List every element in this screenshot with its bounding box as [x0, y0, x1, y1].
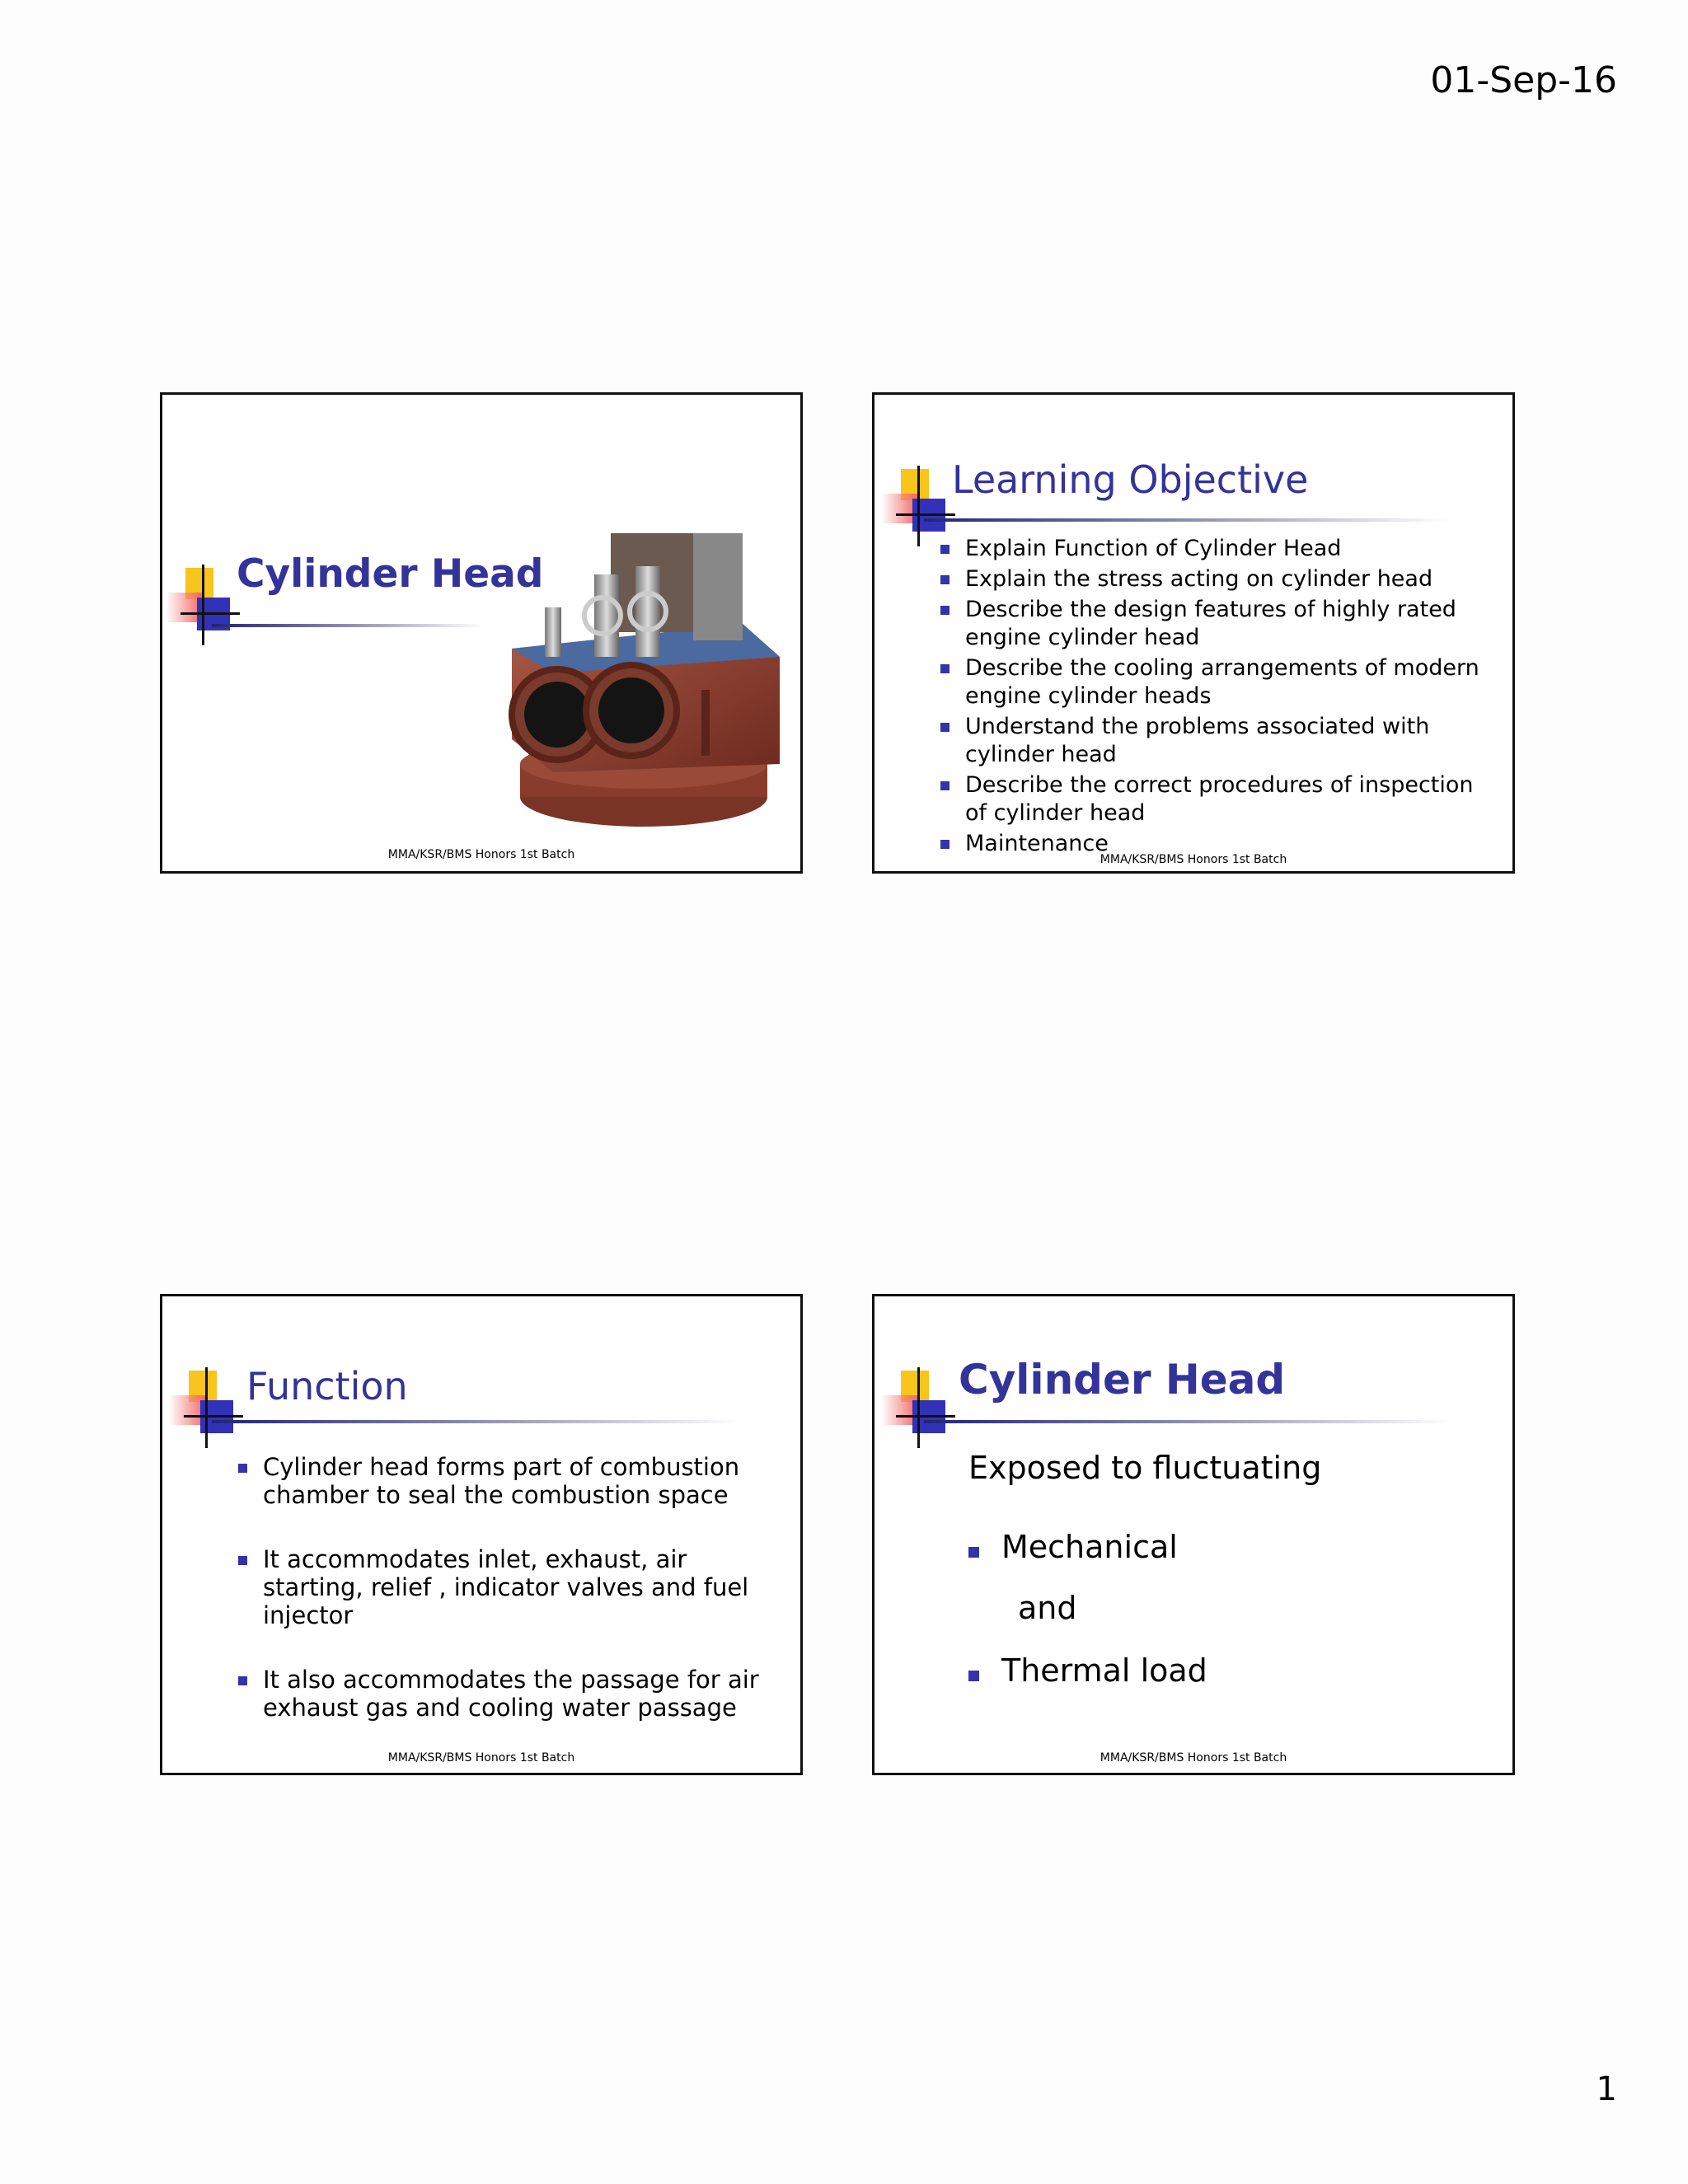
- list-item: Cylinder head forms part of combustion chamber to seal the combustion space: [238, 1453, 782, 1509]
- slide-title: Function: [246, 1364, 408, 1408]
- list-item: Thermal load: [968, 1652, 1207, 1689]
- title-decoration-icon: [166, 565, 240, 647]
- objective-list: [940, 535, 1501, 860]
- title-underline: [212, 1420, 739, 1423]
- title-underline: [924, 518, 1451, 522]
- slide-title: Learning Objective: [952, 457, 1309, 502]
- slide-2-learning-objective: [872, 392, 1515, 874]
- cylinder-head-photo: [495, 525, 792, 830]
- slide-4-cylinder-head-loads: [872, 1294, 1515, 1775]
- list-item: Explain the stress acting on cylinder head: [940, 565, 1501, 593]
- page-number: 1: [1596, 2070, 1617, 2108]
- list-item: Describe the cooling arrangements of modern engine cylinder heads: [940, 654, 1501, 710]
- page-date: 01-Sep-16: [1430, 59, 1617, 101]
- function-list: [238, 1453, 782, 1758]
- list-item: Understand the problems associated with cylinder head: [940, 713, 1501, 769]
- list-connector-text: and: [1018, 1590, 1077, 1626]
- list-item: Maintenance: [940, 830, 1501, 858]
- slide-footer: MMA/KSR/BMS Honors 1st Batch: [1100, 853, 1287, 866]
- slide-title: Cylinder Head: [959, 1356, 1286, 1404]
- slide-footer: MMA/KSR/BMS Honors 1st Batch: [1100, 1751, 1287, 1765]
- slide-title: Cylinder Head: [237, 551, 544, 597]
- slide-1-title: [160, 392, 803, 874]
- list-item: Describe the design features of highly rated engine cylinder head: [940, 596, 1501, 652]
- list-item: It accommodates inlet, exhaust, air starting, relief , indicator valves and fuel injector: [238, 1545, 782, 1629]
- slide-footer: MMA/KSR/BMS Honors 1st Batch: [387, 848, 575, 861]
- list-item: Explain Function of Cylinder Head: [940, 535, 1501, 563]
- title-decoration-icon: [881, 1367, 955, 1450]
- slide-3-function: [160, 1294, 803, 1775]
- list-item: Describe the correct procedures of inspection of cylinder head: [940, 771, 1501, 827]
- list-item: It also accommodates the passage for air exhaust gas and cooling water passage: [238, 1666, 782, 1722]
- slide-footer: MMA/KSR/BMS Honors 1st Batch: [387, 1751, 575, 1765]
- title-underline: [212, 624, 484, 627]
- title-decoration-icon: [169, 1367, 243, 1450]
- slide-subtitle: Exposed to fluctuating: [968, 1450, 1322, 1486]
- list-item: Mechanical: [968, 1529, 1178, 1565]
- title-underline: [924, 1420, 1451, 1423]
